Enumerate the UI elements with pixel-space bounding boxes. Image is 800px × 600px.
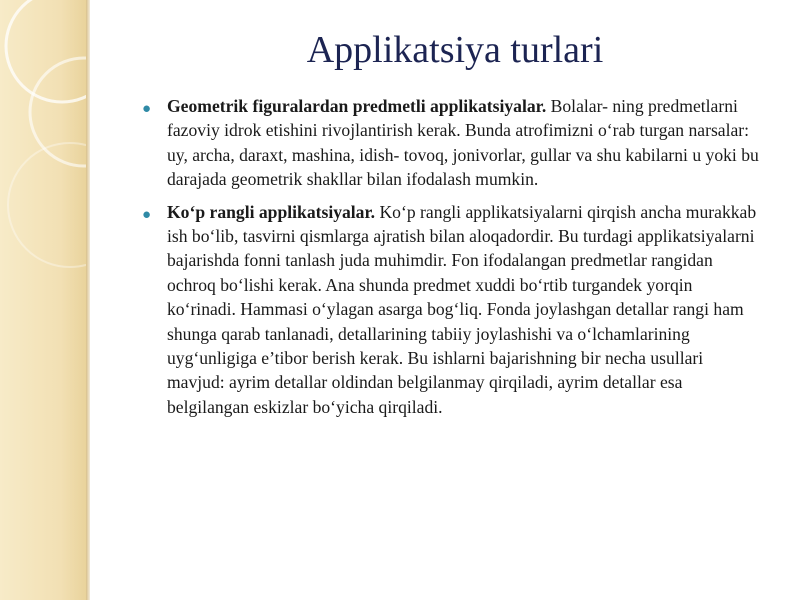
slide-title: Applikatsiya turlari [306,29,604,71]
round-bullet-icon: ● [142,206,152,223]
side-panel-edge [86,0,90,600]
decorative-arcs-icon [0,0,86,600]
bullet-list [140,94,765,427]
bullet-item-geometric [140,94,765,192]
bullet-text: Bolalar- ning predmetlarni fazoviy idrok etishini rivojlantirish kerak. Bunda atrofimizni o‘rab turgan narsalar: uy, archa, daraxt, mashina, idish- tovoq, jonivorlar, gullar va shu kabilarni u yoki bu darajada geometrik shakllar bilan ifodalash mumkin. [167,96,759,190]
bullet-text: Ko‘p rangli applikatsiyalarni qirqish ancha murakkab ish bo‘lib, tasvirni qismlarga ajratish bilan aloqadordir. Bu turdagi applikatsiyalarni bajarishda fonni tanlash juda muhimdir. Fon ifodalangan predmetlar rangidan ochroq bo‘lishi kerak. Ana shunda predmet xuddi bo‘rtib turgandek yorqin ko‘rinadi. Hammasi o‘ylagan asarga bog‘liq. Fonda joylashgan detallar rangi ham shunga qarab tanlanadi, detallarining tabiiy joylashishi va o‘lchamlarining uyg‘unligiga e’tibor berish kerak. Bu ishlarni bajarishning bir necha usullari mavjud: ayrim detallar oldindan belgilanmay qirqiladi, ayrim detallar esa belgilangan eskizlar bo‘yicha qirqiladi. [167,201,757,417]
bullet-heading: Ko‘p rangli applikatsiyalar. [167,201,376,222]
decorative-side-panel [0,0,86,600]
bullet-heading: Geometrik figuralardan predmetli applikatsiyalar. [167,96,547,116]
bullet-item-multicolor [140,200,765,420]
round-bullet-icon: ● [142,101,152,117]
